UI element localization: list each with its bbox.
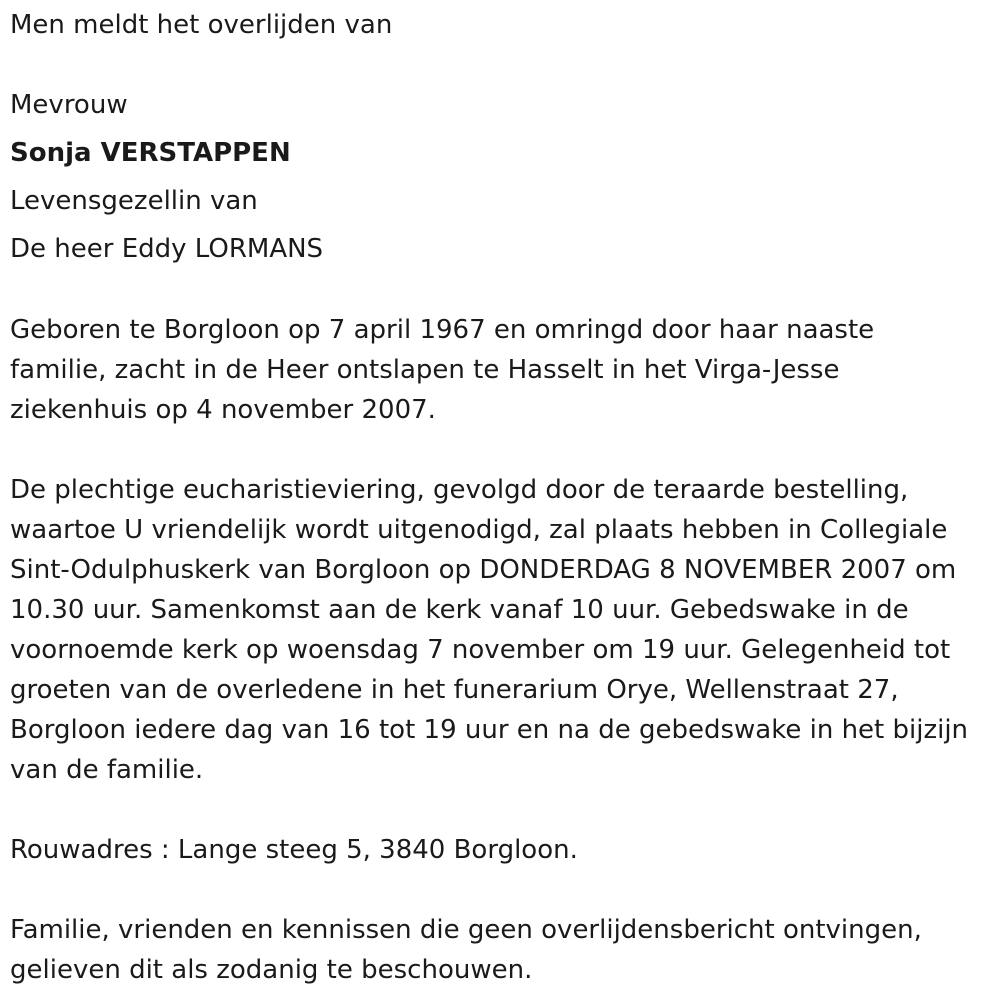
paragraph-line: ziekenhuis op 4 november 2007. (10, 395, 436, 425)
paragraph-line: groeten van de overledene in het funerarium Orye, Wellenstraat 27, (10, 675, 899, 705)
ceremony-paragraph (10, 470, 995, 790)
relation-text: Levensgezellin van (10, 186, 258, 216)
birth-paragraph (10, 310, 995, 430)
address-paragraph (10, 830, 995, 870)
paragraph-line: De plechtige eucharistieviering, gevolgd door de teraarde bestelling, (10, 475, 909, 505)
paragraph-line: gelieven dit als zodanig te beschouwen. (10, 955, 533, 985)
paragraph-line: voornoemde kerk op woensdag 7 november om 19 uur. Gelegenheid tot (10, 635, 951, 665)
paragraph-line: familie, zacht in de Heer ontslapen te Hasselt in het Virga-Jesse (10, 355, 840, 385)
paragraph-line: Sint-Odulphuskerk van Borgloon op DONDERDAG 8 NOVEMBER 2007 om (10, 555, 957, 585)
paragraph-line: waartoe U vriendelijk wordt uitgenodigd, zal plaats hebben in Collegiale (10, 515, 948, 545)
address-text: Rouwadres : Lange steeg 5, 3840 Borgloon. (10, 835, 578, 865)
intro-text: Men meldt het overlijden van (10, 10, 393, 40)
paragraph-line: Borgloon iedere dag van 16 tot 19 uur en na de gebedswake in het bijzijn (10, 715, 969, 745)
partner-name: De heer Eddy LORMANS (10, 234, 324, 264)
closing-paragraph (10, 910, 995, 990)
paragraph-line: Familie, vrienden en kennissen die geen overlijdensbericht ontvingen, (10, 915, 922, 945)
paragraph-line: Geboren te Borgloon op 7 april 1967 en omringd door haar naaste (10, 315, 875, 345)
title-text: Mevrouw (10, 90, 128, 120)
paragraph-line: 10.30 uur. Samenkomst aan de kerk vanaf 10 uur. Gebedswake in de (10, 595, 909, 625)
deceased-name: Sonja VERSTAPPEN (10, 138, 291, 168)
paragraph-line: van de familie. (10, 755, 204, 785)
